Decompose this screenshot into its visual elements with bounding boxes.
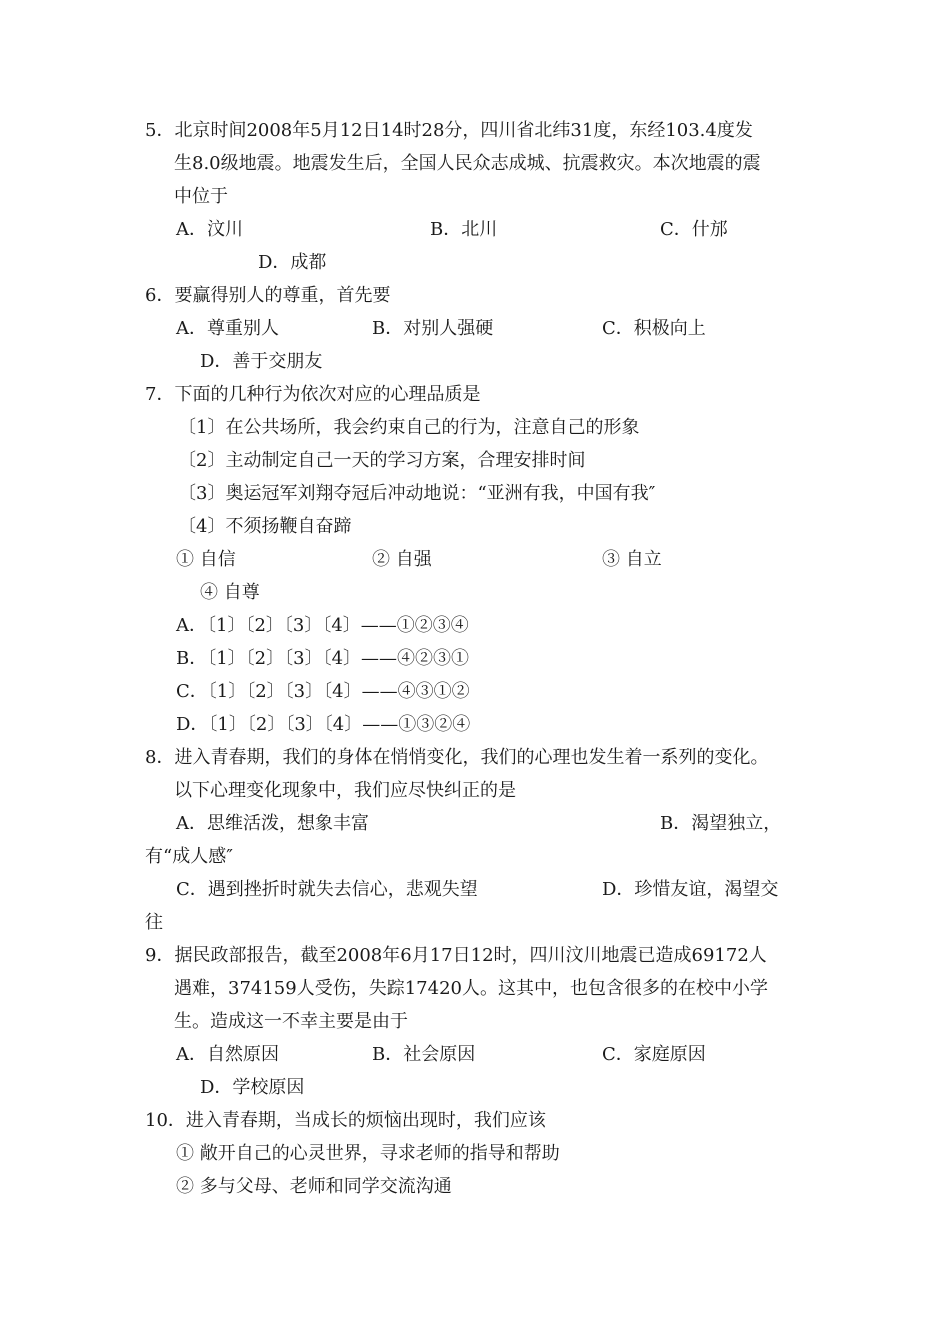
q6-option-a: A．尊重别人 bbox=[176, 318, 279, 339]
q5-stem-line3: 中位于 bbox=[174, 186, 228, 207]
q9-option-d: D．学校原因 bbox=[200, 1077, 305, 1098]
q5-option-a: A．汶川 bbox=[176, 219, 243, 240]
q5-stem-line2: 生8.0级地震。地震发生后，全国人民众志成城、抗震救灾。本次地震的震 bbox=[174, 153, 761, 174]
q5-option-b: B．北川 bbox=[430, 219, 498, 240]
q8-option-a: A．思维活泼，想象丰富 bbox=[176, 813, 369, 834]
q7-stem: 7．下面的几种行为依次对应的心理品质是 bbox=[145, 384, 481, 405]
q5-option-d: D．成都 bbox=[258, 252, 327, 273]
q8-option-d: D．珍惜友谊，渴望交 bbox=[602, 879, 779, 900]
q8-option-b-cont: 有“成人感″ bbox=[145, 846, 233, 867]
q7-quality-3: ③ 自立 bbox=[602, 549, 662, 570]
q7-option-d: D．〔1〕〔2〕〔3〕〔4〕——①③②④ bbox=[176, 714, 471, 735]
q9-option-a: A．自然原因 bbox=[176, 1044, 279, 1065]
q7-option-b: B．〔1〕〔2〕〔3〕〔4〕——④②③① bbox=[176, 648, 470, 669]
q9-stem-line3: 生。造成这一不幸主要是由于 bbox=[174, 1011, 408, 1032]
q7-item-1: 〔1〕在公共场所，我会约束自己的行为，注意自己的形象 bbox=[178, 417, 640, 438]
q9-stem-line1: 9．据民政部报告，截至2008年6月17日12时，四川汶川地震已造成69172人 bbox=[145, 945, 767, 966]
q8-option-d-cont: 往 bbox=[145, 912, 163, 933]
q7-quality-1: ① 自信 bbox=[176, 549, 236, 570]
q5-option-c: C．什邡 bbox=[660, 219, 728, 240]
q9-option-b: B．社会原因 bbox=[372, 1044, 476, 1065]
q8-option-c: C．遇到挫折时就失去信心，悲观失望 bbox=[176, 879, 478, 900]
q7-quality-2: ② 自强 bbox=[372, 549, 432, 570]
q9-option-c: C．家庭原因 bbox=[602, 1044, 706, 1065]
q6-option-d: D．善于交朋友 bbox=[200, 351, 323, 372]
q6-stem: 6．要赢得别人的尊重，首先要 bbox=[145, 285, 391, 306]
q7-option-c: C．〔1〕〔2〕〔3〕〔4〕——④③①② bbox=[176, 681, 470, 702]
q7-item-2: 〔2〕主动制定自己一天的学习方案，合理安排时间 bbox=[178, 450, 586, 471]
q7-option-a: A．〔1〕〔2〕〔3〕〔4〕——①②③④ bbox=[176, 615, 469, 636]
q6-option-c: C．积极向上 bbox=[602, 318, 706, 339]
q10-stem: 10．进入青春期，当成长的烦恼出现时，我们应该 bbox=[145, 1110, 546, 1131]
q6-option-b: B．对别人强硬 bbox=[372, 318, 494, 339]
q7-item-3: 〔3〕奥运冠军刘翔夺冠后冲动地说：“亚洲有我，中国有我″ bbox=[178, 483, 656, 504]
q8-stem-line1: 8．进入青春期，我们的身体在悄悄变化，我们的心理也发生着一系列的变化。 bbox=[145, 747, 769, 768]
q7-item-4: 〔4〕不须扬鞭自奋蹄 bbox=[178, 516, 352, 537]
q8-option-b: B．渴望独立， bbox=[660, 813, 782, 834]
q10-item-2: ② 多与父母、老师和同学交流沟通 bbox=[176, 1176, 452, 1197]
q10-item-1: ① 敞开自己的心灵世界，寻求老师的指导和帮助 bbox=[176, 1143, 560, 1164]
q9-stem-line2: 遇难，374159人受伤，失踪17420人。这其中，也包含很多的在校中小学 bbox=[174, 978, 768, 999]
q5-stem-line1: 5．北京时间2008年5月12日14时28分，四川省北纬31度，东经103.4度发 bbox=[145, 120, 753, 141]
q7-quality-4: ④ 自尊 bbox=[200, 582, 260, 603]
q8-stem-line2: 以下心理变化现象中，我们应尽快纠正的是 bbox=[174, 780, 516, 801]
